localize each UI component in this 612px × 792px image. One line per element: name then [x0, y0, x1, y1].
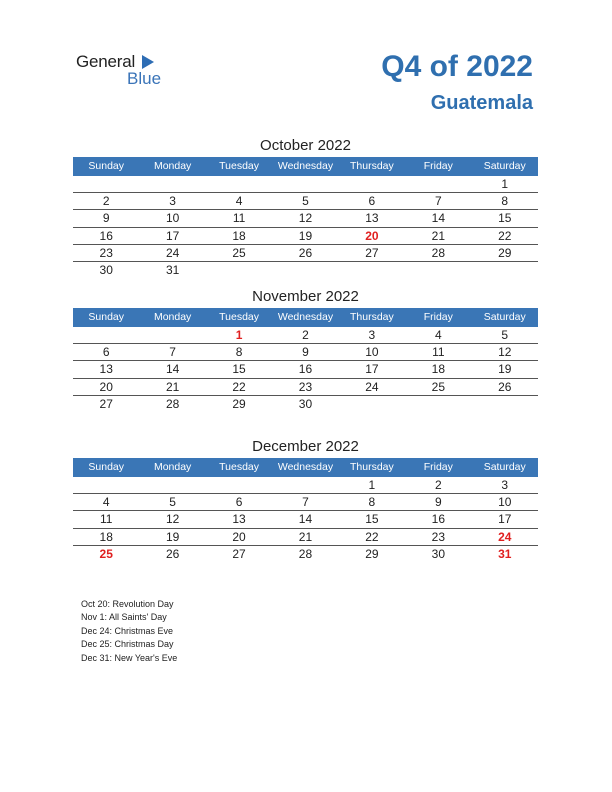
day-cell: 23 — [431, 529, 445, 544]
day-cell: 14 — [431, 211, 445, 226]
week-row — [73, 477, 538, 494]
day-cell: 8 — [235, 345, 243, 360]
day-cell: 20 — [365, 228, 379, 243]
week-row — [73, 245, 538, 262]
month-november — [73, 286, 538, 413]
day-cell: 26 — [298, 245, 313, 260]
day-cell: 30 — [99, 262, 113, 277]
week-row — [73, 361, 538, 378]
day-cell: 29 — [232, 396, 246, 411]
day-cell: 20 — [99, 379, 113, 394]
empty-day-cell — [206, 262, 272, 279]
day-cell: 8 — [368, 495, 376, 510]
day-cell: 5 — [501, 328, 509, 342]
day-cell: 19 — [498, 362, 512, 377]
weekday-label: Thursday — [350, 461, 394, 473]
day-cell: 6 — [235, 495, 243, 510]
weekday-header — [73, 157, 538, 176]
week-row — [73, 210, 538, 227]
day-cell: 14 — [165, 362, 180, 377]
generalblue-logo — [76, 52, 176, 92]
day-cell: 13 — [99, 362, 113, 377]
day-cell: 11 — [232, 211, 246, 226]
day-cell: 28 — [165, 396, 180, 411]
day-cell: 4 — [434, 328, 442, 342]
day-cell: 15 — [365, 512, 379, 527]
weekday-header — [73, 458, 538, 477]
day-cell: 13 — [232, 512, 246, 527]
day-cell: 12 — [165, 512, 180, 527]
day-cell: 22 — [498, 228, 512, 243]
day-cell: 16 — [99, 228, 113, 243]
day-cell: 19 — [298, 228, 313, 243]
day-cell: 29 — [365, 546, 379, 561]
day-cell: 10 — [365, 345, 379, 360]
day-cell: 26 — [165, 546, 180, 561]
empty-day-cell — [206, 477, 272, 493]
day-cell: 16 — [298, 362, 313, 377]
week-row — [73, 511, 538, 528]
day-cell: 29 — [498, 245, 512, 260]
page-title: Q4 of 2022 — [381, 50, 533, 83]
day-cell: 18 — [431, 362, 445, 377]
logo-flag-icon — [142, 55, 154, 69]
empty-day-cell — [405, 396, 471, 413]
day-cell: 23 — [99, 245, 113, 260]
day-cell: 1 — [235, 328, 243, 342]
day-cell: 12 — [298, 211, 313, 226]
weekday-label: Friday — [423, 311, 453, 323]
day-cell: 15 — [232, 362, 246, 377]
day-cell: 2 — [434, 478, 442, 492]
day-cell: 28 — [431, 245, 445, 260]
month-title: December 2022 — [252, 438, 359, 455]
day-cell: 13 — [365, 211, 379, 226]
empty-day-cell — [339, 396, 405, 413]
weekday-label: Saturday — [483, 160, 526, 172]
logo-word-blue: Blue — [127, 69, 162, 88]
empty-day-cell — [73, 176, 139, 192]
day-cell: 6 — [102, 345, 110, 360]
day-cell: 4 — [102, 495, 110, 510]
day-cell: 3 — [169, 194, 176, 209]
day-cell: 24 — [498, 529, 512, 544]
logo-word-general: General — [76, 52, 136, 71]
day-cell: 7 — [169, 345, 176, 360]
empty-day-cell — [405, 262, 471, 279]
day-cell: 18 — [99, 529, 113, 544]
weekday-label: Friday — [423, 160, 453, 172]
empty-day-cell — [139, 327, 205, 343]
day-cell: 10 — [498, 495, 512, 510]
day-cell: 7 — [434, 194, 442, 209]
weekday-label: Monday — [153, 461, 192, 473]
weekday-label: Sunday — [88, 160, 125, 172]
holiday-note: Oct 20: Revolution Day — [81, 599, 174, 609]
day-cell: 9 — [102, 211, 110, 226]
week-row — [73, 327, 538, 344]
week-row — [73, 228, 538, 245]
day-cell: 27 — [99, 396, 113, 411]
day-cell: 16 — [431, 512, 445, 527]
day-cell: 17 — [165, 228, 180, 243]
weekday-label: Saturday — [483, 461, 526, 473]
holiday-notes — [81, 598, 177, 665]
day-cell: 1 — [368, 478, 376, 492]
day-cell: 31 — [498, 546, 512, 561]
day-cell: 17 — [498, 512, 512, 527]
day-cell: 9 — [302, 345, 309, 360]
week-row — [73, 396, 538, 413]
day-cell: 26 — [498, 379, 512, 394]
day-cell: 21 — [298, 529, 313, 544]
weekday-label: Thursday — [350, 160, 394, 172]
month-title: November 2022 — [252, 288, 359, 305]
day-cell: 25 — [99, 546, 113, 561]
day-cell: 14 — [298, 512, 313, 527]
day-cell: 10 — [165, 211, 180, 226]
weekday-label: Wednesday — [277, 311, 334, 323]
day-cell: 22 — [365, 529, 379, 544]
day-cell: 5 — [169, 495, 176, 510]
day-cell: 6 — [368, 194, 376, 209]
day-cell: 30 — [431, 546, 445, 561]
week-row — [73, 193, 538, 210]
day-cell: 3 — [368, 328, 376, 342]
weekday-label: Friday — [423, 461, 453, 473]
weekday-label: Wednesday — [277, 160, 334, 172]
empty-day-cell — [339, 176, 405, 192]
day-cell: 23 — [298, 379, 313, 394]
empty-day-cell — [272, 262, 338, 279]
country-name: Guatemala — [430, 92, 533, 114]
day-cell: 4 — [235, 194, 243, 209]
weekday-label: Thursday — [350, 311, 394, 323]
weekday-label: Tuesday — [219, 311, 259, 323]
day-cell: 19 — [165, 529, 180, 544]
empty-day-cell — [339, 262, 405, 279]
day-cell: 25 — [431, 379, 445, 394]
day-cell: 15 — [498, 211, 512, 226]
day-cell: 21 — [431, 228, 445, 243]
empty-day-cell — [272, 477, 338, 493]
empty-day-cell — [73, 477, 139, 493]
weekday-label: Saturday — [483, 311, 526, 323]
week-row — [73, 494, 538, 511]
day-cell: 18 — [232, 228, 246, 243]
day-cell: 12 — [498, 345, 512, 360]
day-cell: 9 — [434, 495, 442, 510]
day-cell: 31 — [165, 262, 180, 277]
day-cell: 20 — [232, 529, 246, 544]
day-cell: 21 — [165, 379, 180, 394]
day-cell: 27 — [365, 245, 379, 260]
weekday-header — [73, 308, 538, 327]
day-cell: 1 — [501, 177, 509, 191]
holiday-note: Nov 1: All Saints' Day — [81, 612, 167, 623]
day-cell: 24 — [165, 245, 180, 260]
empty-day-cell — [472, 396, 538, 413]
weekday-label: Sunday — [88, 311, 125, 323]
week-row — [73, 176, 538, 193]
day-cell: 3 — [501, 478, 509, 492]
empty-day-cell — [139, 176, 205, 192]
day-cell: 8 — [501, 194, 509, 209]
month-title: October 2022 — [260, 137, 351, 154]
day-cell: 22 — [232, 379, 246, 394]
week-row — [73, 262, 538, 279]
day-cell: 5 — [302, 194, 309, 209]
weekday-label: Monday — [153, 160, 192, 172]
day-cell: 27 — [232, 546, 246, 561]
day-cell: 2 — [302, 328, 309, 342]
empty-day-cell — [206, 176, 272, 192]
week-row — [73, 379, 538, 396]
empty-day-cell — [472, 262, 538, 279]
month-december — [73, 436, 538, 563]
day-cell: 24 — [365, 379, 379, 394]
empty-day-cell — [73, 327, 139, 343]
month-october — [73, 135, 538, 279]
weekday-label: Tuesday — [219, 461, 259, 473]
day-cell: 25 — [232, 245, 246, 260]
weekday-label: Monday — [153, 311, 192, 323]
day-cell: 28 — [298, 546, 313, 561]
day-cell: 30 — [298, 396, 313, 411]
week-row — [73, 529, 538, 546]
day-cell: 17 — [365, 362, 379, 377]
week-row — [73, 344, 538, 361]
empty-day-cell — [405, 176, 471, 192]
day-cell: 11 — [99, 512, 113, 527]
weekday-label: Wednesday — [277, 461, 334, 473]
day-cell: 2 — [102, 194, 110, 209]
day-cell: 7 — [302, 495, 309, 510]
weekday-label: Tuesday — [219, 160, 259, 172]
empty-day-cell — [272, 176, 338, 192]
weekday-label: Sunday — [88, 461, 125, 473]
holiday-note: Dec 31: New Year's Eve — [81, 652, 178, 663]
holiday-note: Dec 25: Christmas Day — [81, 639, 174, 650]
week-row — [73, 546, 538, 563]
holiday-note: Dec 24: Christmas Eve — [81, 625, 174, 636]
day-cell: 11 — [432, 345, 445, 360]
empty-day-cell — [139, 477, 205, 493]
